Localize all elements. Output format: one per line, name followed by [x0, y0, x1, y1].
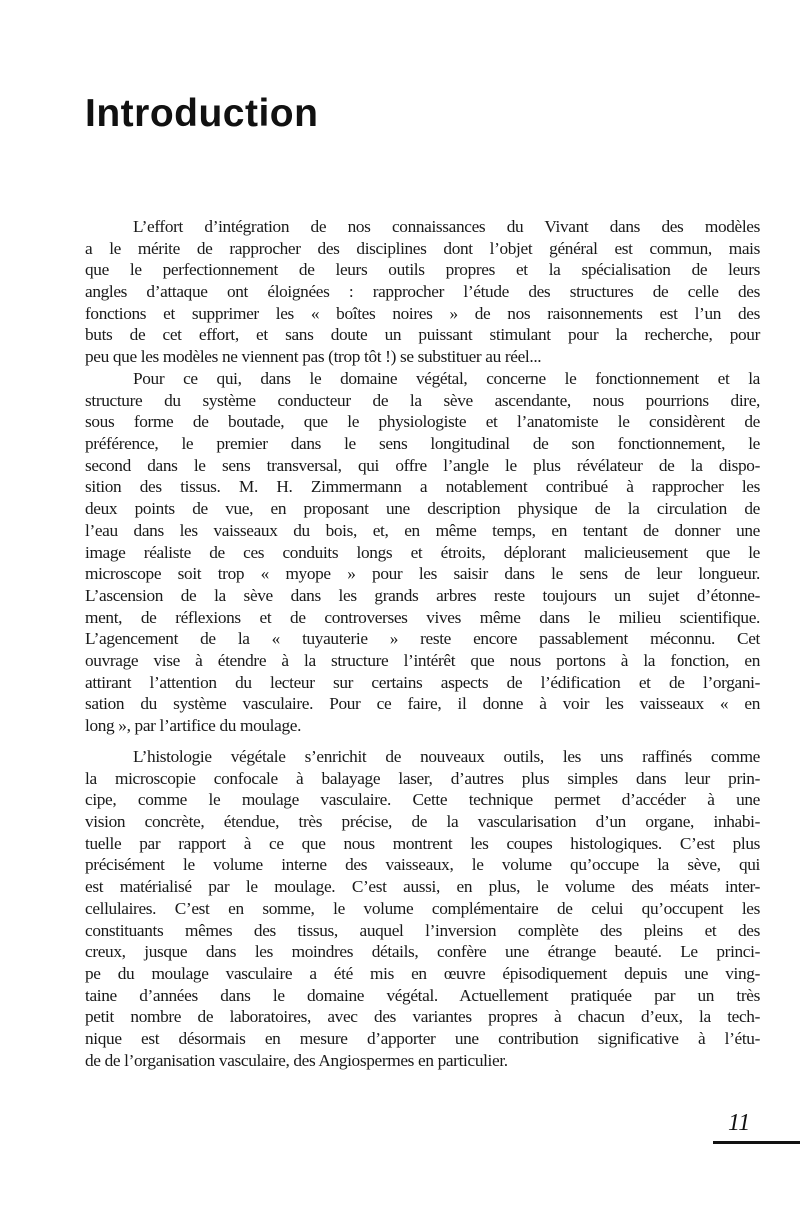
text-line: image réaliste de ces conduits longs et étroits, déplorant malicieusement que le — [85, 542, 760, 562]
text-line: creux, jusque dans les moindres détails, confère une étrange beauté. Le princi- — [85, 942, 760, 962]
body-text-3 — [85, 746, 760, 1071]
text-line: est matérialisé par le moulage. C’est aussi, en plus, le volume des méats inter- — [85, 877, 760, 897]
text-line: L’histologie végétale s’enrichit de nouveaux outils, les uns raffinés comme — [133, 747, 760, 766]
text-line: l’eau dans les vaisseaux du bois, et, en même temps, en tentant de donner une — [85, 520, 760, 540]
text-line: la microscopie confocale à balayage laser, d’autres plus simples dans leur prin- — [85, 768, 760, 788]
text-line: long », par l’artifice du moulage. — [85, 716, 302, 735]
text-line: cellulaires. C’est en somme, le volume complémentaire de celui qu’occupent les — [85, 898, 760, 918]
text-line: petit nombre de laboratoires, avec des variantes propres à chacun d’eux, la tech- — [85, 1007, 760, 1027]
text-line: nique est désormais en mesure d’apporter une contribution significative à l’étu- — [85, 1028, 760, 1048]
body-text — [85, 216, 760, 368]
body-text-2 — [85, 368, 760, 737]
text-line: structure du système conducteur de la sève ascendante, nous pourrions dire, — [85, 390, 760, 410]
text-line: attirant l’attention du lecteur sur certains aspects de l’édification et de l’organi- — [85, 672, 760, 692]
text-line: second dans le sens transversal, qui offre l’angle le plus révélateur de la dispo- — [85, 455, 760, 475]
text-line: ment, de réflexions et de controverses vives même dans le milieu scientifique. — [85, 607, 760, 627]
text-line: sition des tissus. M. H. Zimmermann a notablement contribué à rapprocher les — [85, 477, 760, 497]
text-line: L’effort d’intégration de nos connaissances du Vivant dans des modèles — [133, 217, 760, 236]
text-line: préférence, le premier dans le sens longitudinal de son fonctionnement, le — [85, 434, 760, 454]
paragraph-2 — [85, 368, 760, 737]
text-line: cipe, comme le moulage vasculaire. Cette technique permet d’accéder à une — [85, 790, 760, 810]
text-line: de de l’organisation vasculaire, des Angiospermes en particulier. — [85, 1050, 508, 1070]
text-line: buts de cet effort, et sans doute un puissant stimulant pour la recherche, pour — [85, 325, 760, 345]
text-line: Pour ce qui, dans le domaine végétal, concerne le fonctionnement et la — [133, 369, 760, 388]
text-line: taine d’années dans le domaine végétal. Actuellement pratiquée par un très — [85, 985, 760, 1005]
text-line: L’ascension de la sève dans les grands arbres reste toujours un sujet d’étonne- — [85, 585, 760, 605]
text-line: ouvrage vise à étendre à la structure l’intérêt que nous portons à la fonction, en — [85, 650, 760, 670]
text-line: microscope soit trop « myope » pour les saisir dans le sens de leur longueur. — [85, 564, 760, 584]
text-line: peu que les modèles ne viennent pas (trop tôt !) se substituer au réel... — [85, 347, 542, 367]
text-line: constituants mêmes des tissus, auquel l’inversion complète des pleins et des — [85, 920, 760, 940]
text-line: sous forme de boutade, que le physiologiste et l’anatomiste le considèrent de — [85, 412, 760, 432]
text-line: fonctions et supprimer les « boîtes noires » de nos raisonnements est l’un des — [85, 303, 760, 323]
footer-rule — [713, 1141, 800, 1144]
paragraph-1 — [85, 216, 760, 368]
text-line: a le mérite de rapprocher des disciplines dont l’objet général est commun, mais — [85, 238, 760, 258]
text-line: vision concrète, étendue, très précise, de la vascularisation d’un organe, inhabi- — [85, 812, 760, 832]
text-line: pe du moulage vasculaire a été mis en œuvre épisodiquement depuis une ving- — [85, 963, 760, 983]
page-number: 11 — [728, 1110, 751, 1136]
text-line: précisément le volume interne des vaisseaux, le volume qu’occupe la sève, qui — [85, 855, 760, 875]
text-line: L’agencement de la « tuyauterie » reste encore passablement méconnu. Cet — [85, 629, 760, 649]
text-line: sation du système vasculaire. Pour ce faire, il donne à voir les vaisseaux « en — [85, 694, 760, 714]
text-line: tuelle par rapport à ce que nous montrent les coupes histologiques. C’est plus — [85, 833, 760, 853]
text-line: angles d’attaque ont éloignées : rapprocher l’étude des structures de celle des — [85, 282, 760, 302]
paragraph-3 — [85, 746, 760, 1071]
text-line: deux points de vue, en proposant une description physique de la circulation de — [85, 499, 760, 519]
text-line: que le perfectionnement de leurs outils propres et la spécialisation de leurs — [85, 260, 760, 280]
chapter-title: Introduction — [85, 92, 319, 135]
